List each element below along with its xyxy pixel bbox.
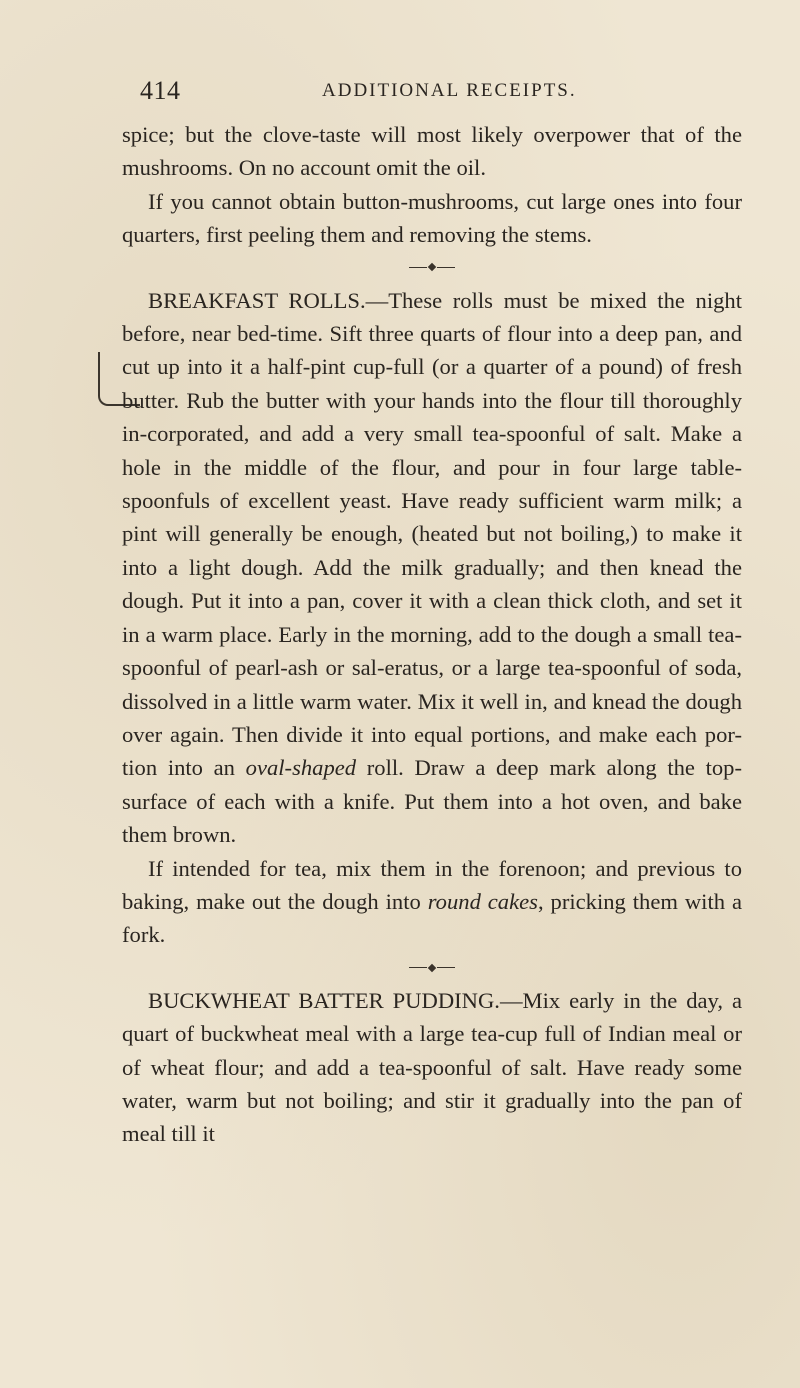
heading-breakfast-rolls: BREAKFAST ROLLS. (148, 287, 366, 313)
paragraph-button-mushrooms: If you cannot obtain button-mushrooms, cut large ones into four quarters, first peeling them and removing the stems. (122, 188, 742, 248)
heading-buckwheat-pudding: BUCKWHEAT BATTER PUDDING. (148, 987, 500, 1013)
paragraph-buckwheat-pudding: BUCKWHEAT BATTER PUDDING.—Mix early in the day, a quart of buckwheat meal with a large tea-cup full of Indian meal or of wheat flour; and add a tea-spoonful of salt. Have ready some water, warm but not boiling; and stir it gradually into the pan of meal till it (122, 987, 742, 1147)
section-separator (122, 952, 742, 984)
body-text (122, 118, 742, 1151)
paragraph-tea-variant: If intended for tea, mix them in the forenoon; and previous to baking, make out the dough into round cakes, pricking them with a fork. (122, 855, 742, 948)
paragraph-mushrooms-end: spice; but the clove-taste will most likely overpower that of the mushrooms. On no account omit the oil. (122, 122, 742, 181)
book-page (122, 72, 742, 1151)
section-separator (122, 252, 742, 284)
paragraph-breakfast-rolls: BREAKFAST ROLLS.—These rolls must be mixed the night before, near bed-time. Sift three quarts of flour into a deep pan, and cut up into it a half-pint cup-full (or a quarter of a pound) of fresh butter. Rub the butter with your hands into the flour till thoroughly in-corporated, and add a very small tea-spoonful of salt. Make a hole in the middle of the flour, and pour in four large table-spoonfuls of excellent yeast. Have ready sufficient warm milk; a pint will generally be enough, (heated but not boiling,) to make it into a light dough. Add the milk gradually; and then knead the dough. Put it into a pan, cover it with a clean thick cloth, and set it in a warm place. Early in the morning, add to the dough a small tea-spoonful of pearl-ash or sal-eratus, or a large tea-spoonful of soda, dissolved in a little warm water. Mix it well in, and knead the dough over again. Then divide it into equal portions, and make each por-tion into an oval-shaped roll. Draw a deep mark along the top-surface of each with a knife. Put them into a hot oven, and bake them brown. (122, 287, 742, 848)
running-head: ADDITIONAL RECEIPTS. (322, 80, 577, 101)
page-header (122, 72, 742, 112)
margin-bracket-mark (98, 352, 102, 394)
page-number: 414 (140, 76, 181, 105)
